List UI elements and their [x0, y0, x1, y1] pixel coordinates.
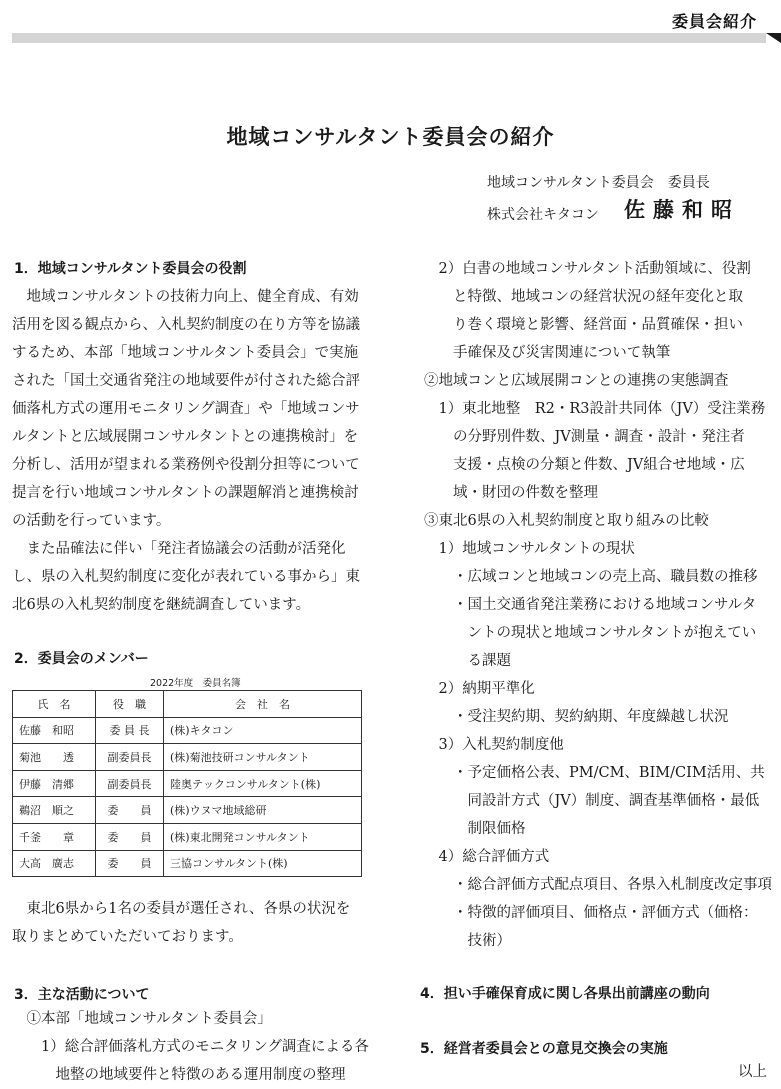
paragraph-line: ルタントと広域展開コンサルタントとの連携検討」を: [12, 429, 359, 445]
section-2-body: [12, 895, 350, 951]
paragraph-line: の活動を行っています。: [12, 513, 171, 529]
section-2-heading: 2．委員会のメンバー: [14, 651, 149, 667]
paragraph-line: するため、本部「地域コンサルタント委員会」で実施: [12, 345, 359, 361]
table-caption: 2022年度 委員名簿: [150, 678, 241, 689]
paragraph-line: 1）地域コンサルタントの現状: [424, 541, 635, 557]
paragraph-line: 域・財団の件数を整理: [424, 485, 598, 501]
paragraph-line: り巻く環境と影響、経営面・品質確保・担い: [424, 317, 743, 333]
column-header: 氏 名: [13, 691, 96, 718]
author-affiliation: 地域コンサルタント委員会 委員長: [487, 175, 710, 191]
paragraph-line: る課題: [424, 653, 511, 669]
section-3-body: [12, 1005, 369, 1089]
paragraph-line: ・広域コンと地域コンの売上高、職員数の推移: [424, 569, 758, 585]
member-name: 菊池 透: [13, 744, 96, 771]
table-row: [13, 717, 362, 744]
paragraph-line: と特徴、地域コンの経営状況の経年変化と取: [424, 289, 743, 305]
header-tab-mark: [766, 33, 781, 43]
member-role: 委 員: [96, 823, 164, 850]
paragraph-line: された「国土交通省発注の地域要件が付された総合評: [12, 373, 360, 389]
member-role: 副委員長: [96, 744, 164, 771]
paragraph-line: し、県の入札契約制度に変化が表れている事から」東: [12, 569, 360, 585]
member-company: 三協コンサルタント(株): [164, 850, 362, 877]
member-role: 副委員長: [96, 770, 164, 797]
member-name: 千釜 章: [13, 823, 96, 850]
table-header-row: [13, 691, 362, 718]
member-name: 大高 廣志: [13, 850, 96, 877]
table-row: [13, 744, 362, 771]
member-table: [12, 690, 362, 877]
paragraph-line: また品確法に伴い「発注者協議会の活動が活発化: [12, 541, 346, 557]
paragraph-line: ①本部「地域コンサルタント委員会」: [12, 1011, 272, 1027]
paragraph-line: ・予定価格公表、PM/CM、BIM/CIM活用、共: [424, 765, 765, 781]
paragraph-line: の分野別件数、JV測量・調査・設計・発注者: [424, 429, 745, 445]
paragraph-line: 価落札方式の運用モニタリング調査」や「地域コンサ: [12, 401, 360, 417]
member-name: 佐藤 和昭: [13, 717, 96, 744]
member-role: 委 員 長: [96, 717, 164, 744]
author-name: 佐藤和昭: [624, 197, 740, 222]
right-column-body: [424, 255, 772, 955]
page-title: 地域コンサルタント委員会の紹介: [226, 125, 555, 149]
member-company: (株)ウヌマ地域総研: [164, 797, 362, 824]
member-company: (株)菊池技研コンサルタント: [164, 744, 362, 771]
paragraph-line: ・特徴的評価項目、価格点・評価方式（価格：: [424, 905, 758, 921]
paragraph-line: 活用を図る観点から、入札契約制度の在り方等を協議: [12, 317, 360, 333]
paragraph-line: ②地域コンと広域展開コンとの連携の実態調査: [424, 373, 729, 389]
paragraph-line: 同設計方式（JV）制度、調査基準価格・最低: [424, 793, 760, 809]
table-row: [13, 823, 362, 850]
paragraph-line: 制限価格: [424, 821, 526, 837]
paragraph-line: 北6県の入札契約制度を継続調査しています。: [12, 597, 311, 613]
table-row: [13, 850, 362, 877]
paragraph-line: ントの現状と地域コンサルタントが抱えてい: [424, 625, 757, 641]
column-header: 役 職: [96, 691, 164, 718]
member-name: 鵜沼 順之: [13, 797, 96, 824]
paragraph-line: 手確保及び災害関連について執筆: [424, 345, 671, 361]
paragraph-line: ・受注契約期、契約納期、年度繰越し状況: [424, 709, 729, 725]
section-4-heading: 4．担い手確保育成に関し各県出前講座の動向: [420, 986, 710, 1002]
member-name: 伊藤 清郷: [13, 770, 96, 797]
paragraph-line: 4）総合評価方式: [424, 849, 550, 865]
table-row: [13, 770, 362, 797]
paragraph-line: 技術）: [424, 933, 511, 949]
paragraph-line: ・国土交通省発注業務における地域コンサルタ: [424, 597, 757, 613]
paragraph-line: 2）白書の地域コンサルタント活動領域に、役割: [424, 261, 751, 277]
paragraph-line: 2）納期平準化: [424, 681, 535, 697]
section-label: 委員会紹介: [671, 12, 757, 31]
paragraph-line: 取りまとめていただいております。: [12, 929, 243, 945]
paragraph-line: 1）東北地整 R2・R3設計共同体（JV）受注業務: [424, 401, 766, 417]
paragraph-line: 地整の地域要件と特徴のある運用制度の整理: [12, 1067, 346, 1083]
section-1-body: [12, 283, 360, 619]
paragraph-line: ③東北6県の入札契約制度と取り組みの比較: [424, 513, 709, 529]
paragraph-line: 1）総合評価落札方式のモニタリング調査による各: [12, 1039, 369, 1055]
section-3-heading: 3．主な活動について: [14, 987, 150, 1003]
closing-mark: 以上: [738, 1064, 767, 1080]
member-company: (株)キタコン: [164, 717, 362, 744]
section-1-heading: 1．地域コンサルタント委員会の役割: [14, 261, 247, 277]
paragraph-line: 提言を行い地域コンサルタントの課題解消と連携検討: [12, 485, 359, 501]
paragraph-line: 地域コンサルタントの技術力向上、健全育成、有効: [12, 289, 359, 305]
member-role: 委 員: [96, 797, 164, 824]
member-company: 陸奥テックコンサルタント(株): [164, 770, 362, 797]
paragraph-line: 支援・点検の分類と件数、JV組合せ地域・広: [424, 457, 745, 473]
author-company: 株式会社キタコン: [487, 207, 599, 223]
paragraph-line: 東北6県から1名の委員が選任され、各県の状況を: [12, 901, 351, 917]
paragraph-line: 3）入札契約制度他: [424, 737, 564, 753]
paragraph-line: ・総合評価方式配点項目、各県入札制度改定事項: [424, 877, 772, 893]
table-row: [13, 797, 362, 824]
section-5-heading: 5．経営者委員会との意見交換会の実施: [420, 1041, 668, 1057]
paragraph-line: 分析し、活用が望まれる業務例や役割分担等について: [12, 457, 360, 473]
member-company: (株)東北開発コンサルタント: [164, 823, 362, 850]
column-header: 会 社 名: [164, 691, 362, 718]
member-role: 委 員: [96, 850, 164, 877]
header-rule: [12, 33, 766, 43]
